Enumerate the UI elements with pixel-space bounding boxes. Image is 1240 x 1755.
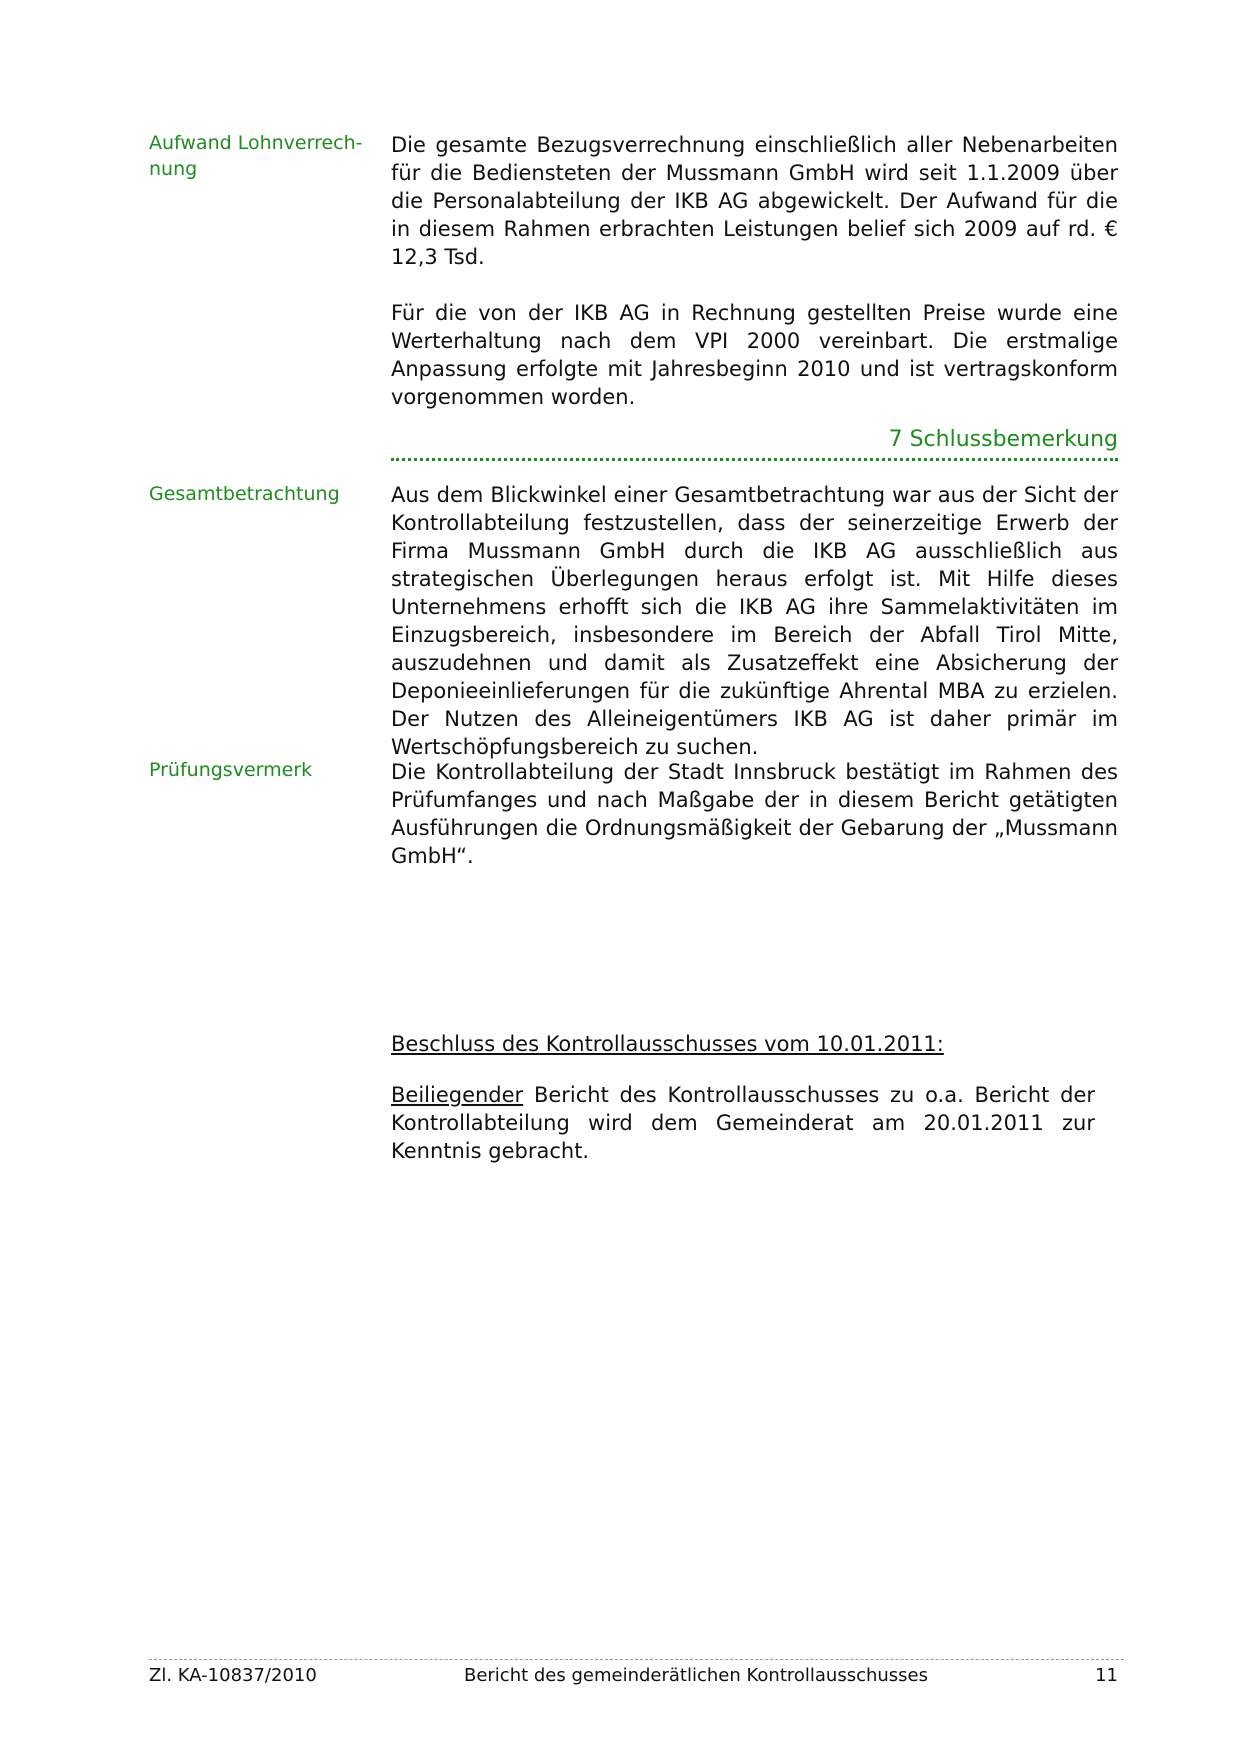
resolution-title: Beschluss des Kontrollausschusses vom 10.01.2011: — [391, 1032, 944, 1056]
section-heading-divider — [391, 458, 1118, 461]
paragraph: Für die von der IKB AG in Rechnung gestellten Preise wurde eine Werterhaltung nach dem VPI 2000 vereinbart. Die erstmalige Anpassung erfolgte mit Jahresbeginn 2010 und ist vertragskonform vorgenommen worden. — [391, 301, 1118, 409]
margin-label-aufwand-lohnverrechnung — [149, 130, 364, 182]
section-body-pruefungsvermerk — [391, 758, 1118, 870]
section-body-aufwand-lohnverrechnung — [391, 131, 1118, 411]
section-heading: 7 Schlussbemerkung — [888, 427, 1118, 452]
footer-title: Bericht des gemeinderätlichen Kontrollausschusses — [463, 1665, 929, 1686]
paragraph: Die Kontrollabteilung der Stadt Innsbruck bestätigt im Rahmen des Prüfumfanges und nach Maßgabe der in diesem Bericht getätigten Ausführungen die Ordnungsmäßigkeit der Gebarung der „Mussmann GmbH“. — [391, 760, 1118, 868]
resolution-text — [391, 1081, 1095, 1165]
footer-reference: Zl. KA-10837/2010 — [149, 1665, 317, 1686]
section-body-gesamtbetrachtung — [391, 481, 1118, 761]
margin-label-line-1: Aufwand Lohnverrech- — [149, 132, 363, 154]
resolution-body: Bericht des Kontrollausschusses zu o.a. Bericht der Kontrollabteilung wird dem Gemeinderat am 20.01.2011 zur Kenntnis gebracht. — [391, 1083, 1095, 1163]
paragraph: Die gesamte Bezugsverrechnung einschließlich aller Nebenarbeiten für die Bediensteten der Mussmann GmbH wird seit 1.1.2009 über die Personalabteilung der IKB AG abgewickelt. Der Aufwand für die in diesem Rahmen erbrachten Leistungen belief sich 2009 auf rd. € 12,3 Tsd. — [391, 133, 1118, 269]
paragraph: Aus dem Blickwinkel einer Gesamtbetrachtung war aus der Sicht der Kontrollabteilung festzustellen, dass der seinerzeitige Erwerb der Firma Mussmann GmbH durch die IKB AG ausschließlich aus strategischen Überlegungen heraus erfolgt ist. Mit Hilfe dieses Unternehmens erhofft sich die IKB AG ihre Sammelaktivitäten im Einzugsbereich, insbesondere im Bereich der Abfall Tirol Mitte, auszudehnen und damit als Zusatzeffekt eine Absicherung der Deponieeinlieferungen für die zukünftige Ahrental MBA zu erzielen. Der Nutzen des Alleineigentümers IKB AG ist daher primär im Wertschöpfungsbereich zu suchen. — [391, 483, 1118, 759]
margin-label-gesamtbetrachtung: Gesamtbetrachtung — [149, 483, 340, 505]
page-number: 11 — [1095, 1665, 1118, 1686]
footer-divider — [149, 1659, 1124, 1660]
margin-label-line-2: nung — [149, 158, 198, 180]
margin-label-pruefungsvermerk: Prüfungsvermerk — [149, 759, 313, 781]
resolution-lead-word: Beiliegender — [391, 1083, 524, 1107]
